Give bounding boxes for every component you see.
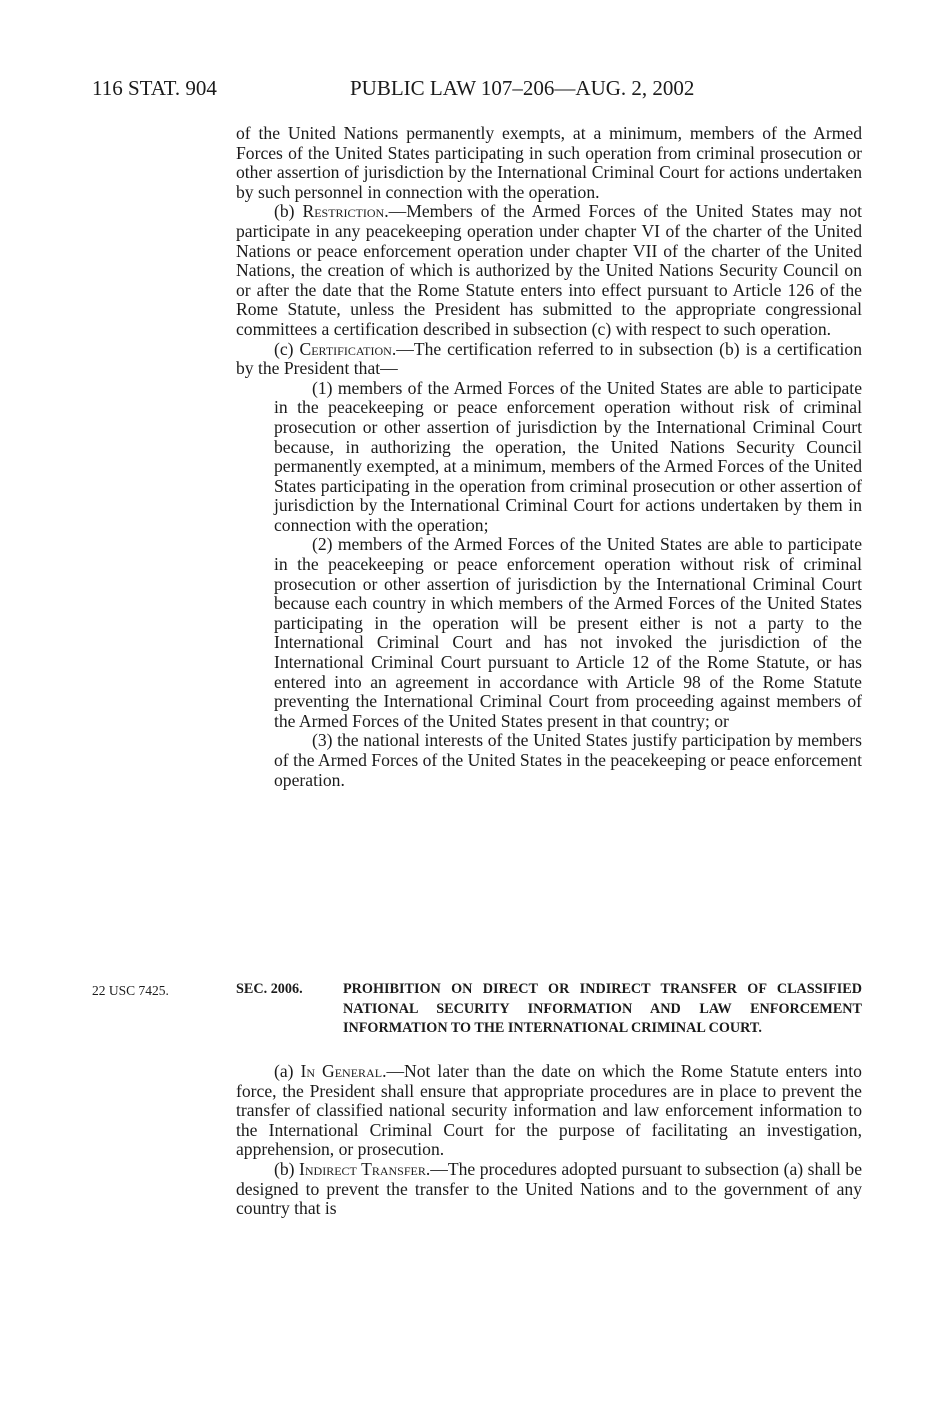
section-number: SEC. 2006.	[236, 981, 303, 997]
margin-citation: 22 USC 7425.	[92, 983, 169, 998]
paragraph-item-3: (3) the national interests of the United States justify participation by members of the Armed Forces of the United States in the peacekeeping or peace enforcement operation.	[274, 730, 862, 790]
law-reference: PUBLIC LAW 107–206—AUG. 2, 2002	[350, 76, 695, 100]
subsection-b-restriction	[236, 202, 862, 339]
subsection-label: (c)	[274, 338, 300, 359]
subsection-text: .—The certification referred to in subsection (b) is a certification by the President that—	[236, 338, 862, 379]
subsection-a-in-general	[236, 1062, 862, 1160]
subsection-text: .—Members of the Armed Forces of the United States may not participate in any peacekeeping operation under chapter VI of the charter of the United Nations or peace enforcement operation under chapter VII of the charter of the United Nations, the creation of which is authorized by the United Nations Security Council on or after the date that the Rome Statute enters into effect pursuant to Article 126 of the Rome Statute, unless the President has submitted to the appropriate congressional committees a certification described in subsection (c) with respect to such operation.	[236, 201, 862, 339]
subsection-label: (a)	[274, 1061, 301, 1081]
subsection-text: .—The procedures adopted pursuant to subsection (a) shall be designed to prevent the transfer to the United Nations and to the government of any country that is	[236, 1158, 862, 1219]
subsection-label: (b)	[274, 1158, 300, 1179]
subsection-heading: Restriction	[302, 201, 385, 222]
paragraph-item-2: (2) members of the Armed Forces of the United States are able to participate in the peacekeeping or peace enforcement operation without risk of criminal prosecution or other assertion of jurisdiction by the International Criminal Court because each country in which members of the Armed Forces of the United States participating in the operation will be present either is not a party to the International Criminal Court and has not invoked the jurisdiction of the International Criminal Court pursuant to Article 12 of the Rome Statute, or has entered into an agreement in accordance with Article 98 of the Rome Statute preventing the International Criminal Court from proceeding against members of the Armed Forces of the United States present in that country; or	[274, 534, 862, 731]
section-heading	[236, 980, 862, 1039]
subsection-c-certification	[236, 340, 862, 379]
subsection-heading: Indirect Transfer	[299, 1158, 426, 1179]
continuation-paragraph: of the United Nations permanently exempts, at a minimum, members of the Armed Forces of the United States participating in such operation from criminal prosecution or other assertion of jurisdiction by the International Criminal Court for actions undertaken by such personnel in connection with the operation.	[236, 123, 862, 202]
subsection-heading: Certification	[299, 338, 392, 359]
paragraph-item-1: (1) members of the Armed Forces of the United States are able to participate in the peacekeeping or peace enforcement operation without risk of criminal prosecution or other assertion of jurisdiction by the International Criminal Court because, in authorizing the operation, the United Nations Security Council permanently exempted, at a minimum, members of the Armed Forces of the United States participating in the operation from criminal prosecution or other assertion of jurisdiction by the International Criminal Court for actions undertaken by them in connection with the operation;	[274, 377, 862, 535]
section-title: PROHIBITION ON DIRECT OR INDIRECT TRANSFER OF CLASSIFIED NATIONAL SECURITY INFORMATION AND LAW ENFORCEMENT INFORMATION TO THE INTERNATIONAL CRIMINAL COURT.	[343, 981, 862, 1037]
running-header	[92, 76, 872, 106]
page-reference: 116 STAT. 904	[92, 76, 217, 100]
subsection-heading: In General	[300, 1061, 383, 1081]
top-text-block	[236, 124, 862, 790]
subsection-text: .—Not later than the date on which the Rome Statute enters into force, the President shall ensure that appropriate procedures are in place to prevent the transfer of classified national security information and law enforcement information to the International Criminal Court for the purpose of facilitating an investigation, apprehension, or prosecution.	[236, 1061, 862, 1160]
subsection-label: (b)	[274, 201, 303, 222]
bottom-text-block	[236, 1062, 862, 1219]
subsection-b-indirect-transfer	[236, 1160, 862, 1219]
